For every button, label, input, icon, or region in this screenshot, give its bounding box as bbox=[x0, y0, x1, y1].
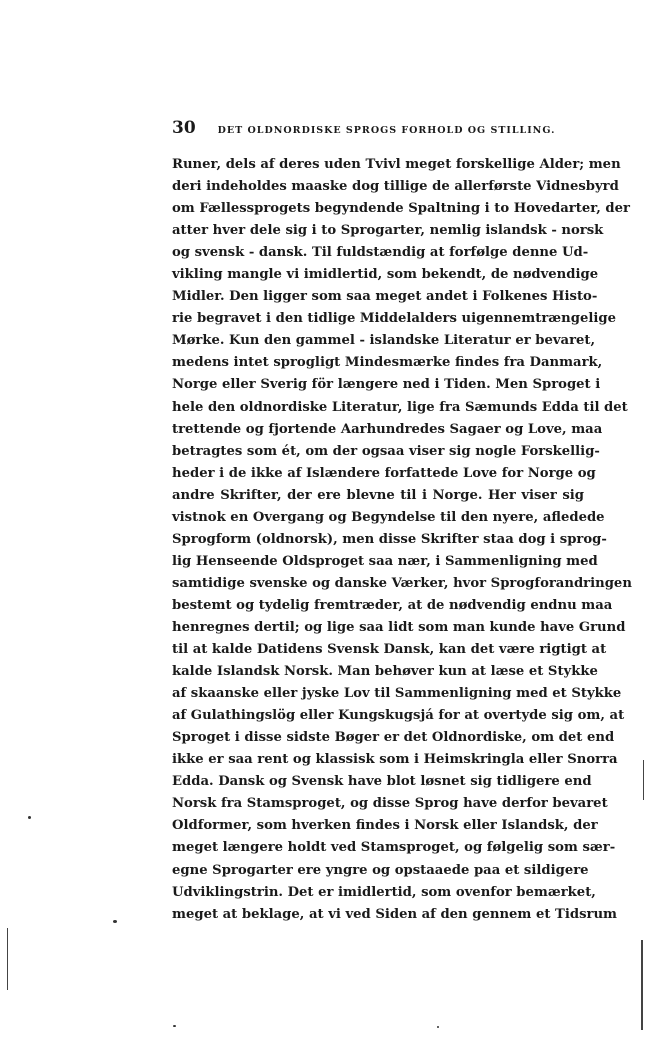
scan-edge-mark bbox=[643, 760, 644, 800]
text-line: bestemt og tydelig fremtræder, at de nødvendig endnu maa bbox=[172, 597, 613, 613]
text-line: vistnok en Overgang og Begyndelse til den nyere, afledede bbox=[172, 509, 605, 525]
text-line: samtidige svenske og danske Værker, hvor Sprogforandringen bbox=[172, 575, 632, 591]
text-line: Mørke. Kun den gammel - islandske Literatur er bevaret, bbox=[172, 333, 596, 349]
scan-speck bbox=[173, 1025, 176, 1027]
text-line: Runer, dels af deres uden Tvivl meget forskellige Alder; men bbox=[172, 157, 621, 172]
text-line: andre Skrifter, der ere blevne til i Norge. Her viser sig bbox=[172, 487, 584, 503]
text-line: Norge eller Sverig för længere ned i Tiden. Men Sproget i bbox=[172, 377, 601, 393]
body-text bbox=[172, 154, 632, 926]
text-line: Sproget i disse sidste Bøger er det Oldnordiske, om det end bbox=[172, 730, 615, 746]
text-line: kalde Islandsk Norsk. Man behøver kun at læse et Stykke bbox=[172, 664, 598, 680]
text-line: heder i de ikke af Islændere forfattede Love for Norge og bbox=[172, 465, 596, 481]
text-line: til at kalde Datidens Svensk Dansk, kan det være rigtigt at bbox=[172, 642, 607, 658]
page-header bbox=[172, 118, 584, 142]
text-line: af skaanske eller jyske Lov til Sammenligning med et Stykke bbox=[172, 686, 622, 702]
text-line: Midler. Den ligger som saa meget andet i Folkenes Histo- bbox=[172, 289, 598, 305]
text-line: medens intet sprogligt Mindesmærke findes fra Danmark, bbox=[172, 355, 603, 371]
scan-edge-mark bbox=[641, 940, 643, 1030]
text-line: Edda. Dansk og Svensk have blot løsnet sig tidligere end bbox=[172, 774, 592, 790]
text-line: henregnes dertil; og lige saa lidt som man kunde have Grund bbox=[172, 619, 626, 635]
scan-edge-mark bbox=[7, 928, 8, 990]
text-line: og svensk - dansk. Til fuldstændig at forfølge denne Ud- bbox=[172, 245, 589, 261]
text-line: trettende og fjortende Aarhundredes Sagaer og Love, maa bbox=[172, 421, 603, 437]
scan-speck bbox=[437, 1026, 439, 1028]
text-line: Norsk fra Stamsproget, og disse Sprog have derfor bevaret bbox=[172, 796, 608, 812]
text-line: hele den oldnordiske Literatur, lige fra Sæmunds Edda til det bbox=[172, 399, 628, 415]
text-line: om Fællessprogets begyndende Spaltning i to Hovedarter, der bbox=[172, 201, 630, 217]
text-line: ikke er saa rent og klassisk som i Heimskringla eller Snorra bbox=[172, 752, 618, 768]
text-line: Sprogform (oldnorsk), men disse Skrifter staa dog i sprog- bbox=[172, 531, 607, 547]
text-line: af Gulathingslög eller Kungskugsjá for at overtyde sig om, at bbox=[172, 708, 625, 724]
text-line: lig Henseende Oldsproget saa nær, i Sammenligning med bbox=[172, 553, 598, 569]
text-line: vikling mangle vi imidlertid, som bekendt, de nødvendige bbox=[172, 267, 599, 283]
text-line: deri indeholdes maaske dog tillige de allerførste Vidnesbyrd bbox=[172, 179, 619, 195]
text-line: meget længere holdt ved Stamsproget, og følgelig som sær- bbox=[172, 840, 616, 856]
running-head: DET OLDNORDISKE SPROGS FORHOLD OG STILLING. bbox=[217, 125, 556, 136]
text-line: Udviklingstrin. Det er imidlertid, som ovenfor bemærket, bbox=[172, 884, 596, 900]
text-line: Oldformer, som hverken findes i Norsk eller Islandsk, der bbox=[172, 818, 598, 834]
text-line: rie begravet i den tidlige Middelalders uigennemtrængelige bbox=[172, 311, 616, 327]
text-line: atter hver dele sig i to Sprogarter, nemlig islandsk - norsk bbox=[172, 223, 604, 239]
text-line: meget at beklage, at vi ved Siden af den gennem et Tidsrum bbox=[172, 906, 617, 922]
page-number: 30 bbox=[172, 118, 196, 138]
text-line: betragtes som ét, om der ogsaa viser sig nogle Forskellig- bbox=[172, 443, 600, 459]
scan-speck bbox=[28, 816, 31, 819]
text-line: egne Sprogarter ere yngre og opstaaede paa et sildigere bbox=[172, 862, 589, 878]
scan-speck bbox=[113, 920, 117, 923]
